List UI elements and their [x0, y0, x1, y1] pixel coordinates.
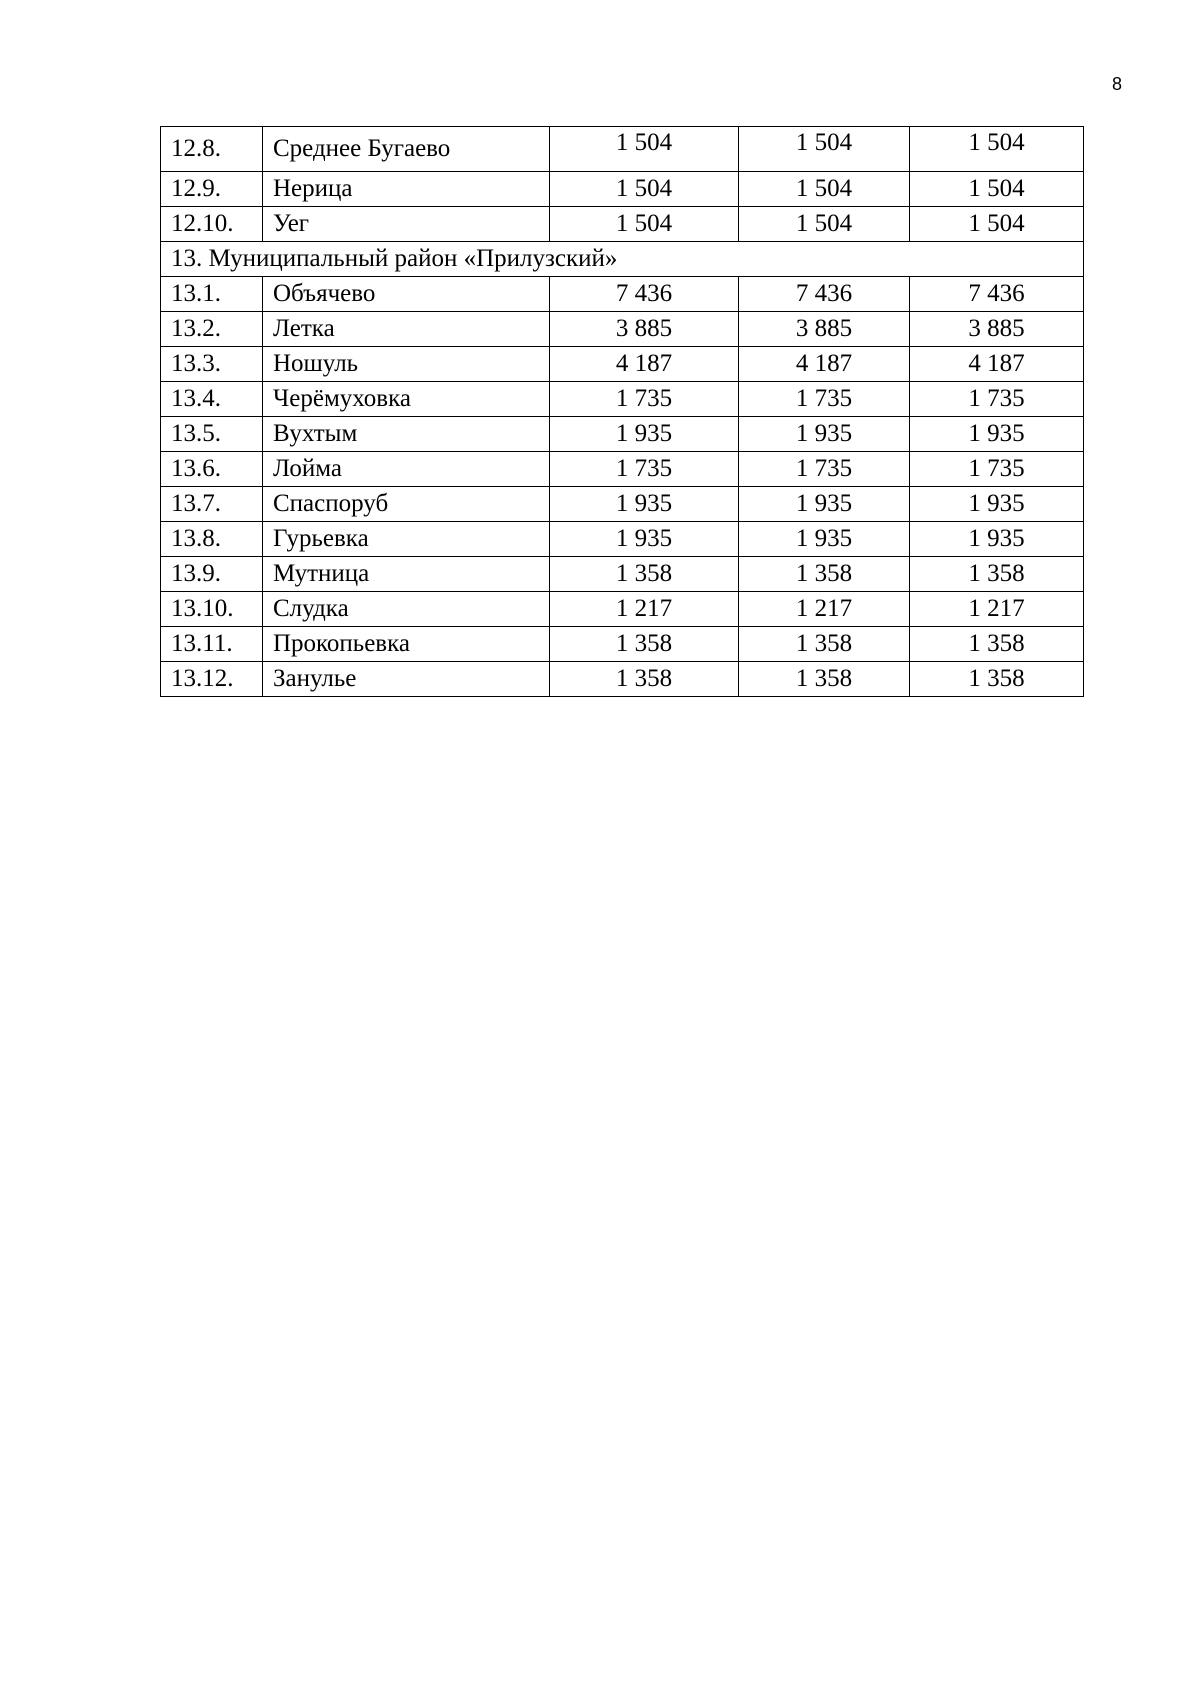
row-value-1: 4 187: [550, 347, 739, 382]
row-value-2: 7 436: [739, 277, 910, 312]
table-row: [161, 662, 1084, 697]
row-value-1: 1 217: [550, 592, 739, 627]
section-row: [161, 242, 1084, 277]
table-row: [161, 207, 1084, 242]
row-value-3: 1 735: [910, 452, 1084, 487]
row-value-2: 1 358: [739, 662, 910, 697]
table-row: [161, 522, 1084, 557]
table-row: [161, 277, 1084, 312]
table-row: [161, 592, 1084, 627]
row-name: Черёмуховка: [263, 382, 550, 417]
row-name: Спаспоруб: [263, 487, 550, 522]
row-name: Гурьевка: [263, 522, 550, 557]
row-value-1: 1 504: [550, 207, 739, 242]
table-row: [161, 382, 1084, 417]
row-value-2: 1 935: [739, 417, 910, 452]
row-code: 12.10.: [161, 207, 263, 242]
section-title: 13. Муниципальный район «Прилузский»: [161, 242, 1084, 277]
row-value-1: 1 358: [550, 627, 739, 662]
row-value-3: 1 504: [910, 207, 1084, 242]
row-value-2: 1 504: [739, 207, 910, 242]
row-value-2: 1 735: [739, 382, 910, 417]
row-name: Слудка: [263, 592, 550, 627]
row-name: Среднее Бугаево: [263, 127, 550, 172]
row-name: Лойма: [263, 452, 550, 487]
row-name: Летка: [263, 312, 550, 347]
row-value-2: 1 358: [739, 627, 910, 662]
row-value-2: 1 504: [739, 127, 910, 172]
row-value-1: 3 885: [550, 312, 739, 347]
row-name: Мутница: [263, 557, 550, 592]
row-value-3: 1 358: [910, 557, 1084, 592]
row-value-3: 7 436: [910, 277, 1084, 312]
row-value-1: 7 436: [550, 277, 739, 312]
row-code: 13.7.: [161, 487, 263, 522]
row-value-3: 1 735: [910, 382, 1084, 417]
row-value-1: 1 735: [550, 382, 739, 417]
table-row: [161, 347, 1084, 382]
row-code: 12.9.: [161, 172, 263, 207]
row-code: 13.6.: [161, 452, 263, 487]
row-value-2: 1 935: [739, 522, 910, 557]
row-value-2: 1 358: [739, 557, 910, 592]
table-row: [161, 557, 1084, 592]
row-code: 13.12.: [161, 662, 263, 697]
table-row: [161, 627, 1084, 662]
row-value-3: 1 504: [910, 127, 1084, 172]
table-body: [161, 127, 1084, 697]
row-name: Прокопьевка: [263, 627, 550, 662]
row-value-1: 1 504: [550, 172, 739, 207]
row-value-2: 1 504: [739, 172, 910, 207]
row-value-2: 4 187: [739, 347, 910, 382]
row-name: Вухтым: [263, 417, 550, 452]
row-value-1: 1 358: [550, 662, 739, 697]
row-value-1: 1 935: [550, 417, 739, 452]
row-name: Уег: [263, 207, 550, 242]
table-row: [161, 417, 1084, 452]
row-value-1: 1 735: [550, 452, 739, 487]
row-value-3: 1 935: [910, 417, 1084, 452]
table-row: [161, 127, 1084, 172]
row-value-2: 1 735: [739, 452, 910, 487]
row-code: 13.4.: [161, 382, 263, 417]
row-code: 13.1.: [161, 277, 263, 312]
row-name: Нерица: [263, 172, 550, 207]
row-value-3: 3 885: [910, 312, 1084, 347]
table-row: [161, 312, 1084, 347]
row-value-3: 4 187: [910, 347, 1084, 382]
settlements-table: [160, 126, 1084, 697]
row-code: 13.11.: [161, 627, 263, 662]
row-value-1: 1 504: [550, 127, 739, 172]
row-value-3: 1 935: [910, 522, 1084, 557]
row-code: 13.2.: [161, 312, 263, 347]
row-value-3: 1 504: [910, 172, 1084, 207]
row-name: Занулье: [263, 662, 550, 697]
row-value-1: 1 935: [550, 522, 739, 557]
table-row: [161, 487, 1084, 522]
row-code: 13.10.: [161, 592, 263, 627]
row-code: 12.8.: [161, 127, 263, 172]
row-value-2: 1 935: [739, 487, 910, 522]
table-row: [161, 172, 1084, 207]
row-value-1: 1 358: [550, 557, 739, 592]
row-code: 13.8.: [161, 522, 263, 557]
row-value-3: 1 217: [910, 592, 1084, 627]
row-value-3: 1 935: [910, 487, 1084, 522]
row-value-2: 3 885: [739, 312, 910, 347]
row-code: 13.9.: [161, 557, 263, 592]
row-value-1: 1 935: [550, 487, 739, 522]
row-value-2: 1 217: [739, 592, 910, 627]
row-name: Объячево: [263, 277, 550, 312]
row-code: 13.5.: [161, 417, 263, 452]
page-number: 8: [1111, 74, 1122, 94]
row-code: 13.3.: [161, 347, 263, 382]
row-value-3: 1 358: [910, 662, 1084, 697]
table-row: [161, 452, 1084, 487]
row-name: Ношуль: [263, 347, 550, 382]
row-value-3: 1 358: [910, 627, 1084, 662]
